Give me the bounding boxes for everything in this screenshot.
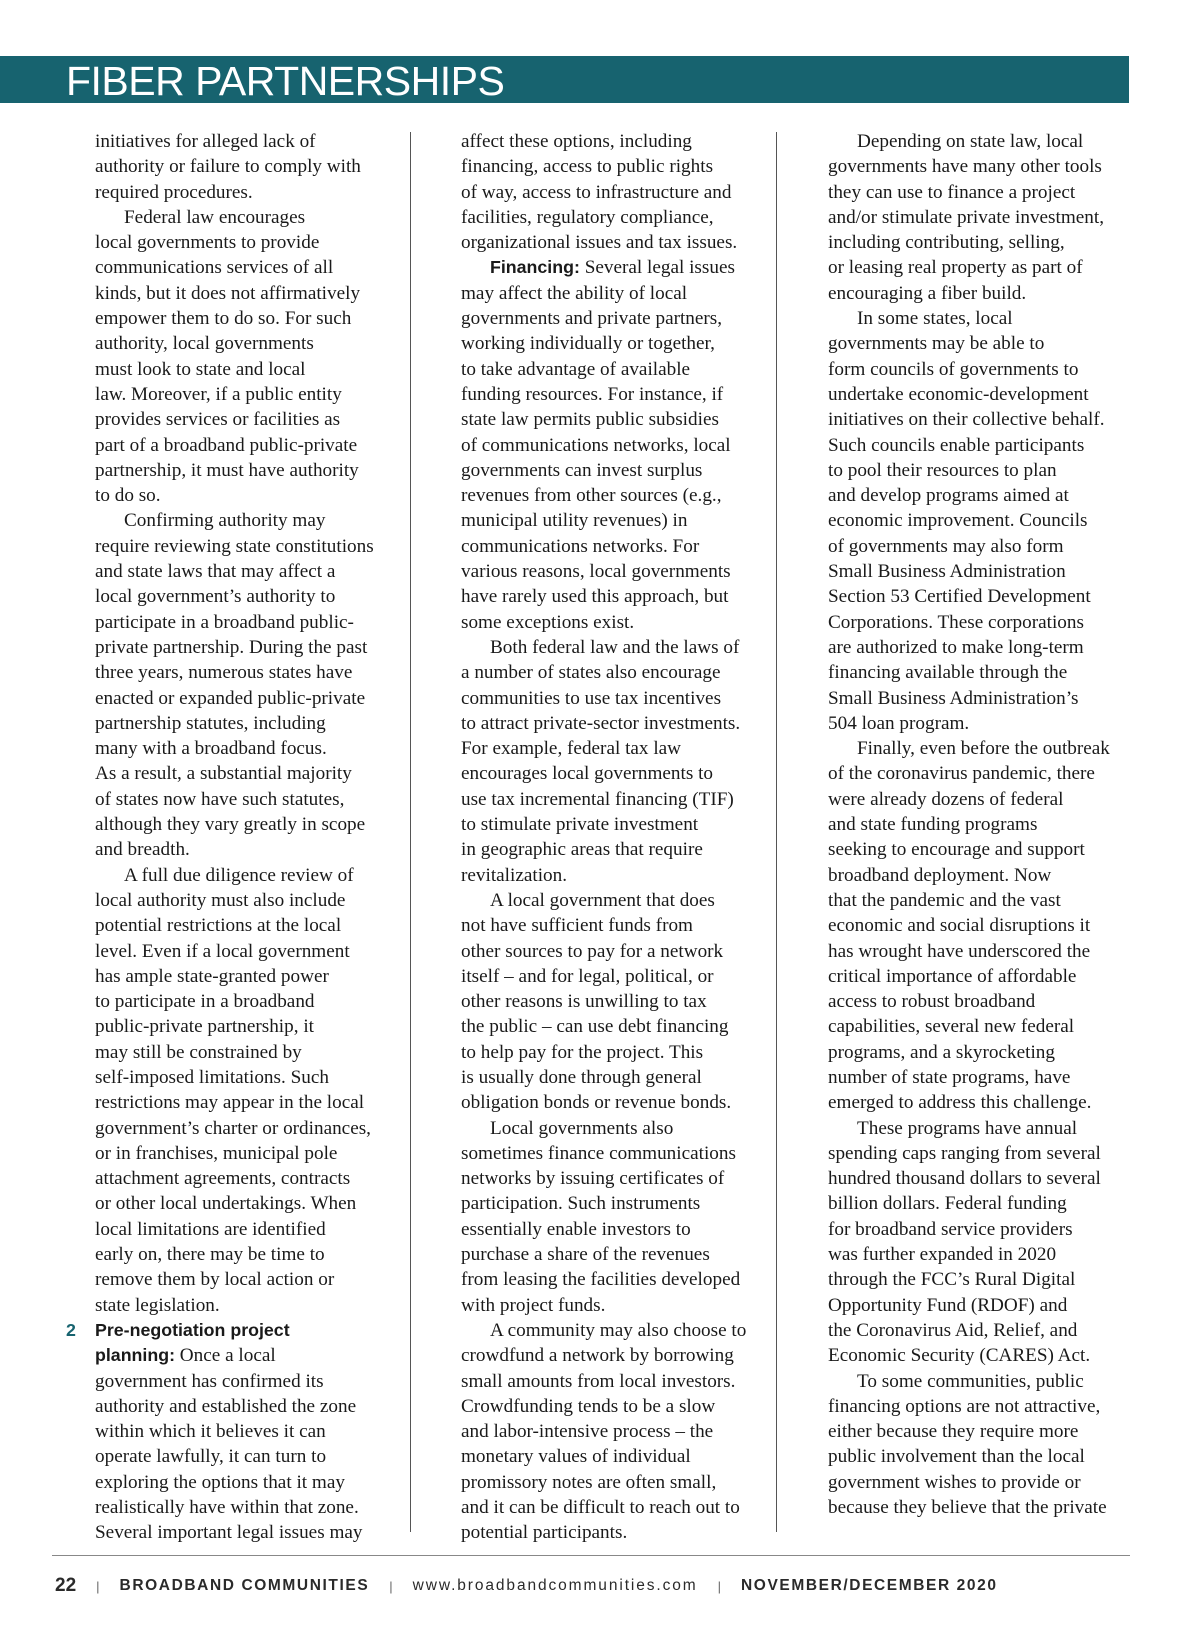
footer-divider [52,1555,1130,1556]
text-line: government’s charter or ordinances, [95,1117,371,1139]
text-line: itself – and for legal, political, or [461,965,714,987]
page-footer [55,1572,998,1600]
text-line: and develop programs aimed at [828,485,1069,507]
issue-date: NOVEMBER/DECEMBER 2020 [741,1577,998,1594]
text-line: exploring the options that it may [95,1471,345,1493]
paragraph [461,888,766,1116]
article-column-1 [66,129,400,1546]
paragraph [828,1116,1133,1369]
text-line: authority, local governments [95,333,314,355]
text-line: broadband deployment. Now [828,864,1052,886]
text-line: use tax incremental financing (TIF) [461,788,734,810]
text-line: crowdfund a network by borrowing [461,1345,734,1367]
text-line: authority and established the zone [95,1395,357,1417]
text-line: encouraging a fiber build. [828,282,1027,304]
article-column-3 [828,129,1133,1520]
text-line: require reviewing state constitutions [95,535,374,557]
text-line: Economic Security (CARES) Act. [828,1345,1091,1367]
text-line: in geographic areas that require [461,839,703,861]
text-line: must look to state and local [95,358,306,380]
text-line: either because they require more [828,1421,1079,1443]
text-line: a number of states also encourage [461,662,721,684]
text-line: and breadth. [95,839,190,861]
text-line: To some communities, public [857,1370,1084,1392]
text-line: A local government that does [490,889,715,911]
text-line: partnership, it must have authority [95,459,359,481]
text-line: Such councils enable participants [828,434,1085,456]
text-line: economic and social disruptions it [828,915,1091,937]
text-line: provides services or facilities as [95,409,341,431]
text-line: other reasons is unwilling to tax [461,991,707,1013]
text-line: state legislation. [95,1294,220,1316]
text-line: In some states, local [857,308,1013,330]
text-line: For example, federal tax law [461,738,682,760]
text-line: monetary values of individual [461,1446,691,1468]
text-line: revitalization. [461,864,568,886]
paragraph [95,129,400,205]
section-banner [0,56,1129,103]
paragraph [828,129,1133,306]
text-line: operate lawfully, it can turn to [95,1446,327,1468]
text-line: and state funding programs [828,814,1038,836]
text-line: hundred thousand dollars to several [828,1168,1101,1190]
text-line: level. Even if a local government [95,940,350,962]
text-line: initiatives on their collective behalf. [828,409,1105,431]
text-line: public involvement than the local [828,1446,1085,1468]
text-line: the public – can use debt financing [461,1016,729,1038]
item-heading: Pre-negotiation project [95,1319,290,1340]
text-line: As a result, a substantial majority [95,763,352,785]
text-line: billion dollars. Federal funding [828,1193,1067,1215]
text-line: Corporations. These corporations [828,611,1084,633]
text-line: Finally, even before the outbreak [857,738,1110,760]
text-line: potential participants. [461,1522,628,1544]
text-line: may still be constrained by [95,1041,302,1063]
text-line: authority or failure to comply with [95,156,361,178]
text-line: of communications networks, local [461,434,731,456]
page-number: 22 [55,1575,77,1596]
text-line: Federal law encourages [124,206,306,228]
text-line: have rarely used this approach, but [461,586,729,608]
text-line: programs, and a skyrocketing [828,1041,1055,1063]
text-line: through the FCC’s Rural Digital [828,1269,1076,1291]
text-line: part of a broadband public-private [95,434,358,456]
text-line: for broadband service providers [828,1218,1073,1240]
text-line: to pool their resources to plan [828,459,1057,481]
paragraph [828,736,1133,1115]
paragraph [95,205,400,509]
text-line: governments have many other tools [828,156,1102,178]
text-line: they can use to finance a project [828,181,1076,203]
text-line: to stimulate private investment [461,814,699,836]
text-line: Local governments also [490,1117,674,1139]
text-line: and/or stimulate private investment, [828,206,1105,228]
item-heading: planning: [95,1345,175,1366]
text-line: empower them to do so. For such [95,308,352,330]
text-line: form councils of governments to [828,358,1079,380]
paragraph [461,1318,766,1546]
text-line: initiatives for alleged lack of [95,131,316,152]
text-line: undertake economic-development [828,383,1089,405]
column-divider [776,132,777,1532]
paragraph [461,1116,766,1318]
text-line: sometimes finance communications [461,1142,736,1164]
text-line: was further expanded in 2020 [828,1244,1057,1266]
text-line: may affect the ability of local [461,282,688,304]
text-line: financing, access to public rights [461,156,714,178]
text-line: obligation bonds or revenue bonds. [461,1092,732,1114]
text-line: funding resources. For instance, if [461,383,724,405]
text-line: communications services of all [95,257,334,279]
column-divider [410,132,411,1532]
text-line: many with a broadband focus. [95,738,327,760]
text-line: private partnership. During the past [95,636,368,658]
text-line: affect these options, including [461,131,692,152]
text-line: Both federal law and the laws of [490,636,740,658]
text-line: various reasons, local governments [461,561,731,583]
text-line: partnership statutes, including [95,712,326,734]
text-line: not have sufficient funds from [461,915,693,937]
item-number: 2 [66,1319,76,1340]
text-line: capabilities, several new federal [828,1016,1075,1038]
text-line: participation. Such instruments [461,1193,701,1215]
text-line: of way, access to infrastructure and [461,181,732,203]
text-line: from leasing the facilities developed [461,1269,741,1291]
text-line: critical importance of affordable [828,965,1077,987]
text-line: within which it believes it can [95,1421,326,1443]
text-line: although they vary greatly in scope [95,814,366,836]
text-line: economic improvement. Councils [828,510,1088,532]
item-text: Once a local [175,1345,276,1367]
text-line: governments can invest surplus [461,459,703,481]
text-line: has wrought have underscored the [828,940,1091,962]
text-line: enacted or expanded public-private [95,687,366,709]
text-line: to help pay for the project. This [461,1041,704,1063]
text-line: potential restrictions at the local [95,915,342,937]
text-line: working individually or together, [461,333,715,355]
text-line: state law permits public subsidies [461,409,719,431]
paragraph [95,863,400,1318]
text-line: promissory notes are often small, [461,1471,717,1493]
text-line: emerged to address this challenge. [828,1092,1092,1114]
subheading-line [461,255,766,280]
text-line: Crowdfunding tends to be a slow [461,1395,716,1417]
text-line: Depending on state law, local [857,131,1084,152]
text-line: These programs have annual [857,1117,1078,1139]
footer-separator: | [389,1578,393,1594]
text-line: some exceptions exist. [461,611,635,633]
text-line: essentially enable investors to [461,1218,691,1240]
text-line: A full due diligence review of [124,864,354,886]
text-line: or other local undertakings. When [95,1193,357,1215]
text-line: spending caps ranging from several [828,1142,1101,1164]
text-line: of states now have such statutes, [95,788,345,810]
text-line: public-private partnership, it [95,1016,314,1038]
text-line: required procedures. [95,181,253,203]
text-line: revenues from other sources (e.g., [461,485,722,507]
text-line: were already dozens of federal [828,788,1064,810]
text-line: financing options are not attractive, [828,1395,1101,1417]
text-line: Section 53 Certified Development [828,586,1091,608]
text-line: governments and private partners, [461,308,723,330]
text-line: participate in a broadband public- [95,611,354,633]
text-line: to do so. [95,485,161,507]
text-line: law. Moreover, if a public entity [95,383,342,405]
text-line: and labor-intensive process – the [461,1421,714,1443]
text-line: communities to use tax incentives [461,687,722,709]
footer-separator: | [96,1578,100,1594]
text-line: of governments may also form [828,535,1064,557]
text-line: including contributing, selling, [828,232,1065,254]
text-line: local authority must also include [95,889,346,911]
text-line: Small Business Administration [828,561,1066,583]
text-line: local governments to provide [95,232,320,254]
text-line: local limitations are identified [95,1218,326,1240]
paragraph [461,635,766,888]
text-line: that the pandemic and the vast [828,889,1061,911]
article-column-2 [461,129,766,1546]
text-line: or in franchises, municipal pole [95,1142,338,1164]
text-line: local government’s authority to [95,586,336,608]
text-line: government wishes to provide or [828,1471,1081,1493]
text-line: of the coronavirus pandemic, there [828,763,1095,785]
text-line: networks by issuing certificates of [461,1168,725,1190]
text-line: access to robust broadband [828,991,1036,1013]
text-line: purchase a share of the revenues [461,1244,710,1266]
text-line: facilities, regulatory compliance, [461,206,714,228]
text-line: the Coronavirus Aid, Relief, and [828,1319,1078,1341]
text-line: early on, there may be time to [95,1244,325,1266]
item-body [95,1369,400,1546]
text-line: encourages local governments to [461,763,714,785]
text-line: remove them by local action or [95,1269,335,1291]
text-line: other sources to pay for a network [461,940,724,962]
paragraph [828,1369,1133,1521]
text-line: number of state programs, have [828,1066,1071,1088]
text-line: government has confirmed its [95,1370,324,1392]
section-title: FIBER PARTNERSHIPS [66,58,505,104]
text-line: 504 loan program. [828,712,970,734]
text-line: Opportunity Fund (RDOF) and [828,1294,1068,1316]
text-line: organizational issues and tax issues. [461,232,738,254]
paragraph [828,306,1133,736]
website-url: www.broadbandcommunities.com [412,1577,698,1594]
text-line: and state laws that may affect a [95,561,336,583]
text-line: A community may also choose to [490,1319,747,1341]
text-line: is usually done through general [461,1066,702,1088]
text-line: Several important legal issues may [95,1522,363,1544]
text-line: municipal utility revenues) in [461,510,688,532]
text-line: three years, numerous states have [95,662,353,684]
text-line: because they believe that the private [828,1497,1107,1519]
financing-text: Several legal issues [579,257,735,279]
text-line: with project funds. [461,1294,606,1316]
text-line: small amounts from local investors. [461,1370,736,1392]
text-line: to attract private-sector investments. [461,712,741,734]
text-line: Confirming authority may [124,510,326,532]
numbered-item-2 [66,1318,400,1546]
paragraph [461,129,766,255]
text-line: governments may be able to [828,333,1045,355]
text-line: to participate in a broadband [95,991,315,1013]
text-line: kinds, but it does not affirmatively [95,282,361,304]
text-line: to take advantage of available [461,358,691,380]
text-line: communications networks. For [461,535,700,557]
text-line: has ample state-granted power [95,965,329,987]
publication-name: BROADBAND COMMUNITIES [119,1577,370,1594]
text-line: are authorized to make long-term [828,636,1084,658]
footer-separator: | [717,1578,721,1594]
financing-subheading: Financing: [490,257,580,278]
text-line: attachment agreements, contracts [95,1168,351,1190]
text-line: Small Business Administration’s [828,687,1079,709]
paragraph [95,508,400,862]
text-line: realistically have within that zone. [95,1497,359,1519]
text-line: financing available through the [828,662,1068,684]
text-line: self-imposed limitations. Such [95,1066,329,1088]
text-line: and it can be difficult to reach out to [461,1497,740,1519]
paragraph [461,281,766,635]
text-line: restrictions may appear in the local [95,1092,365,1114]
text-line: or leasing real property as part of [828,257,1083,279]
text-line: seeking to encourage and support [828,839,1085,861]
